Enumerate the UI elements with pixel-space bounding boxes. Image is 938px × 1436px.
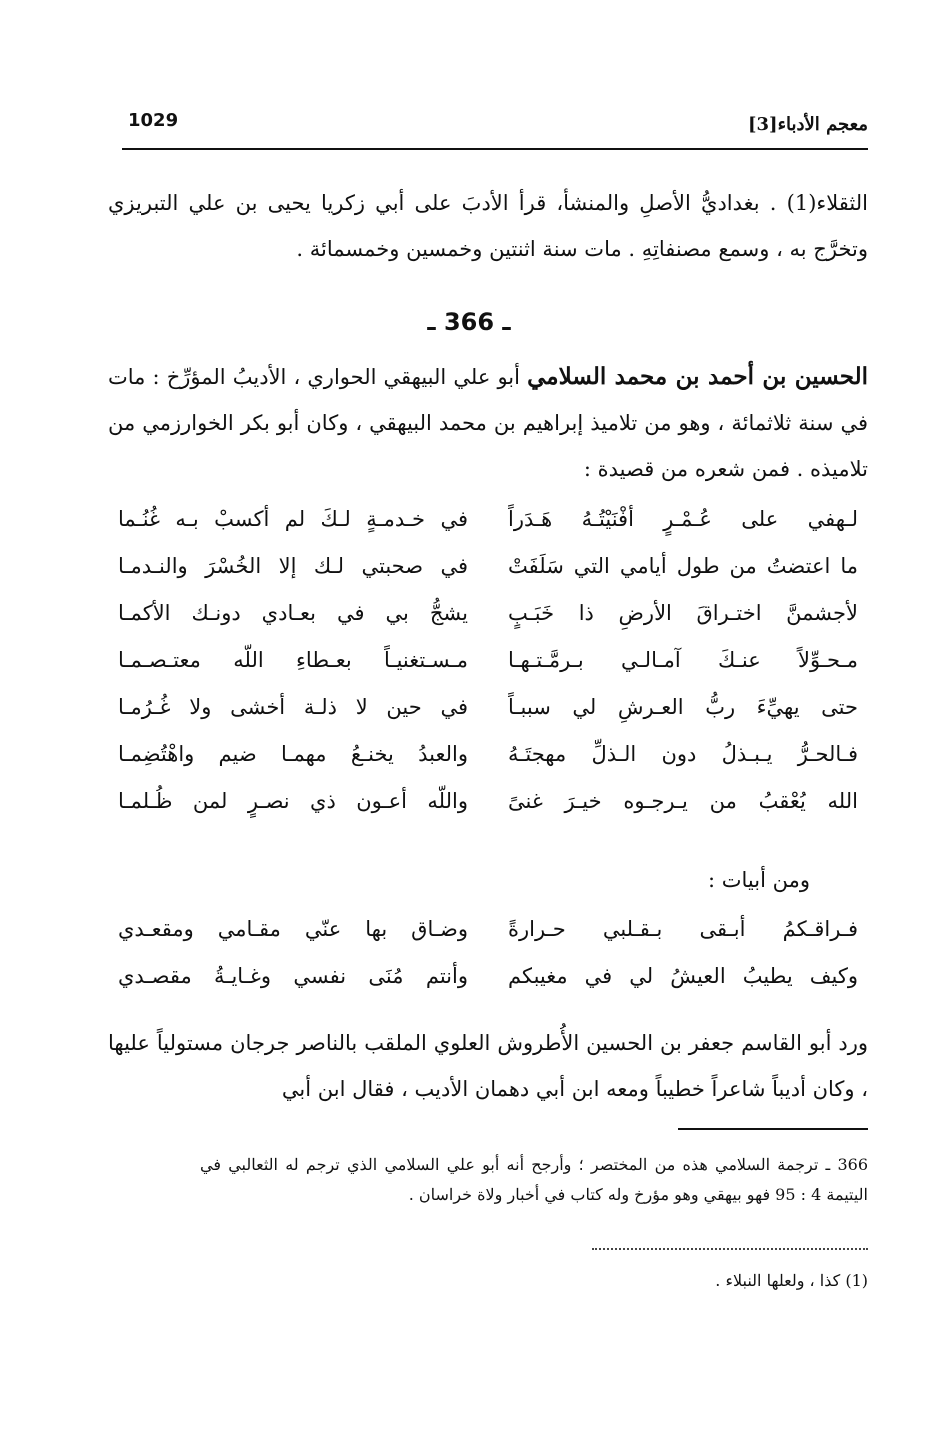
verse-second-hemistich: يشجُّ بي في بعـادي دونـك الأكمـا [118,601,468,625]
verse-line [118,731,858,778]
verse-first-hemistich: مـحـوِّلاً عنـكَ آمـالـي بـرمَّـتـهـا [508,648,858,672]
dotted-separator [592,1248,868,1250]
verse-second-hemistich: وضـاق بها عنّي مقـامي ومقعـدي [118,917,468,941]
footnote-1: (1) كذا ، ولعلها النبلاء . [715,1271,868,1290]
verse-second-hemistich: في حين لا ذلـة أخشى ولا غُـرُمـا [118,695,468,719]
footnote-entry: 366 ـ ترجمة السلامي هذه من المختصر ؛ وأرجح أنه أبو علي السلامي الذي ترجم له الثعالبي في اليتيمة 4 : 95 فهو بيهقي وهو مؤرخ وله كتاب في أخبار ولاة خراسان . [200,1155,868,1204]
verse-first-hemistich: ما اعتضتُ من طول أيامي التي سَلَفَتْ [508,554,858,578]
verse-line [118,637,858,684]
verse-line [118,543,858,590]
running-title: معجم الأدباء[3] [747,114,868,135]
entry-number: ـ 366 ـ [427,308,511,336]
verse-second-hemistich: في صحبتي لـك إلا الخُسْرَ والنـدمـا [118,554,468,578]
entry-intro-paragraph [108,354,868,492]
verse-first-hemistich: الله يُعْقبُ من يـرجـوه خيـرَ غنىً [508,789,858,813]
footnote-separator [678,1128,868,1130]
page-number: 1029 [128,110,179,131]
verse-first-hemistich: وكيف يطيبُ العيشُ لي في مغيبكم [508,964,858,988]
continuation-paragraph: الثقلاء(1) . بغداديُّ الأصلِ والمنشأ، قرأ الأدبَ على أبي زكريا يحيى بن علي التبريزي وتخرَّج به ، وسمع مصنفاتِهِ . مات سنة اثنتين وخمسين وخمسمائة . [108,191,868,261]
verse-second-hemistich: وأنتم مُنَى نفسي وغـايـةُ مقصـدي [118,964,468,988]
verse-first-hemistich: لـهفي على عُـمْـرٍ أفْنَيْتُـهُ هَـدَراً [508,507,858,531]
verse-second-hemistich: واللّه أعـون ذي نصـرٍ لمن ظُـلمـا [118,789,468,813]
entry-intro-text: أبو علي البيهقي الحواري ، الأديبُ المؤرِّخ : مات في سنة ثلاثمائة ، وهو من تلاميذ إبراهيم بن محمد البيهقي ، وكان أبو بكر الخوارزمي من تلاميذه . فمن شعره من قصيدة : [108,365,868,481]
verse-line [118,778,858,825]
verse-line [118,684,858,731]
verse-first-hemistich: فـالحـرُّ يـبـذلُ دون الـذلِّ مهجتَـهُ [508,742,858,766]
verse-second-hemistich: والعبدُ يخنـعُ مهمـا ضيم واهْتُضِمـا [118,742,468,766]
section-label: ومن أبيات : [708,868,810,892]
verse-line [118,496,858,543]
verse-second-hemistich: مـسـتغنيـاً بعـطاءِ اللّه معتـصـمـا [118,648,468,672]
verse-first-hemistich: حتى يهيِّءَ ربُّ العـرشِ لي سببـاً [508,695,858,719]
poem-block [118,496,858,825]
verse-first-hemistich: فـراقـكمُ أبـقى بـقـلبي حـرارةً [508,917,858,941]
entry-name: الحسين بن أحمد بن محمد السلامي [527,363,869,390]
closing-paragraph: ورد أبو القاسم جعفر بن الحسين الأُطروش العلوي الملقب بالناصر جرجان مستولياً عليها ، وكان أديباً شاعراً خطيباً ومعه ابن أبي دهمان الأديب ، فقال ابن أبي [108,1031,868,1101]
verse-second-hemistich: في خـدمـةٍ لـكَ لم أكسبْ بـه غُنُـما [118,507,468,531]
verse-line [118,906,858,953]
verse-line [118,590,858,637]
poem-block-2 [118,906,858,1000]
page-header [122,108,868,150]
verse-line [118,953,858,1000]
verse-first-hemistich: لأجشمنَّ اختـراقَ الأرضِ ذا خَبَـبٍ [508,601,858,625]
